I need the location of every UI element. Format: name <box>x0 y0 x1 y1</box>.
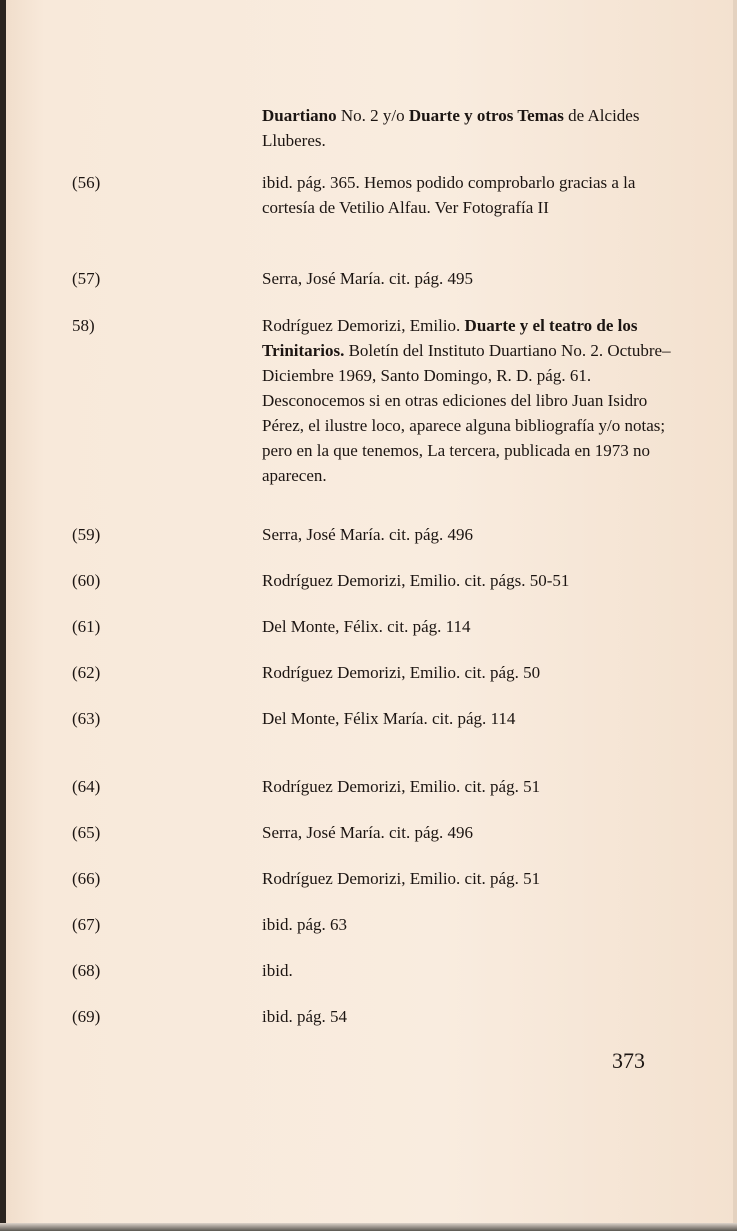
footnote-text: Del Monte, Félix. cit. pág. 114 <box>262 617 471 636</box>
footnote-number: 58) <box>72 316 95 335</box>
continued-note <box>262 103 686 153</box>
footnote-text: Rodríguez Demorizi, Emilio. cit. pág. 50 <box>262 663 541 682</box>
page-right-edge <box>733 0 737 1231</box>
footnote-number: (61) <box>72 617 101 636</box>
footnote-text: Rodríguez Demorizi, Emilio. cit. págs. 50-51 <box>262 571 570 590</box>
footnote-number: (66) <box>72 869 101 888</box>
footnote-text-post: Boletín del Instituto Duartiano No. 2. Octubre–Diciembre 1969, Santo Domingo, R. D. pág. 61. Desconocemos si en otras ediciones del libro Juan Isidro Pérez, el ilustre loco, aparece alguna bibliografía y/o notas; pero en la que tenemos, La tercera, publicada en 1973 no aparecen. <box>262 341 671 485</box>
footnote-text: Serra, José María. cit. pág. 496 <box>262 823 474 842</box>
footnote-text: ibid. pág. 63 <box>262 915 347 934</box>
intro-text: No. 2 y/o <box>336 106 409 125</box>
page-edge-shadow <box>0 0 6 1231</box>
footnote-number: (60) <box>72 571 101 590</box>
footnote-number: (62) <box>72 663 101 682</box>
footnote-text <box>262 313 686 488</box>
footnote-text: Serra, José María. cit. pág. 496 <box>262 525 474 544</box>
footnote-number: (69) <box>72 1007 101 1026</box>
page-bottom-edge <box>0 1223 737 1231</box>
page-number: 373 <box>612 1048 645 1073</box>
footnote-text: Rodríguez Demorizi, Emilio. cit. pág. 51 <box>262 869 541 888</box>
footnote-text: ibid. pág. 365. Hemos podido comprobarlo gracias a la cortesía de Vetilio Alfau. Ver Fotografía II <box>262 173 636 217</box>
footnote-number: (67) <box>72 915 101 934</box>
footnote-number: (59) <box>72 525 101 544</box>
intro-bold-title: Duartiano <box>262 106 337 125</box>
footnote-text: ibid. pág. 54 <box>262 1007 347 1026</box>
intro-bold-title-2: Duarte y otros Temas <box>408 106 564 125</box>
intro-text-2: de Alcides Lluberes. <box>262 106 640 150</box>
footnote-text-pre: Rodríguez Demorizi, Emilio. <box>262 316 465 335</box>
footnote-number: (64) <box>72 777 101 796</box>
footnote-bold-title: Duarte y el teatro de los Trinitarios. <box>262 316 638 360</box>
footnote-number: (56) <box>72 173 101 192</box>
footnote-number: (68) <box>72 961 101 980</box>
footnote-text: Del Monte, Félix María. cit. pág. 114 <box>262 709 516 728</box>
footnote-number: (63) <box>72 709 101 728</box>
footnote-number: (65) <box>72 823 101 842</box>
footnote-text: ibid. <box>262 961 293 980</box>
footnote-number: (57) <box>72 269 101 288</box>
footnote-text: Rodríguez Demorizi, Emilio. cit. pág. 51 <box>262 777 541 796</box>
footnote-text: Serra, José María. cit. pág. 495 <box>262 269 474 288</box>
